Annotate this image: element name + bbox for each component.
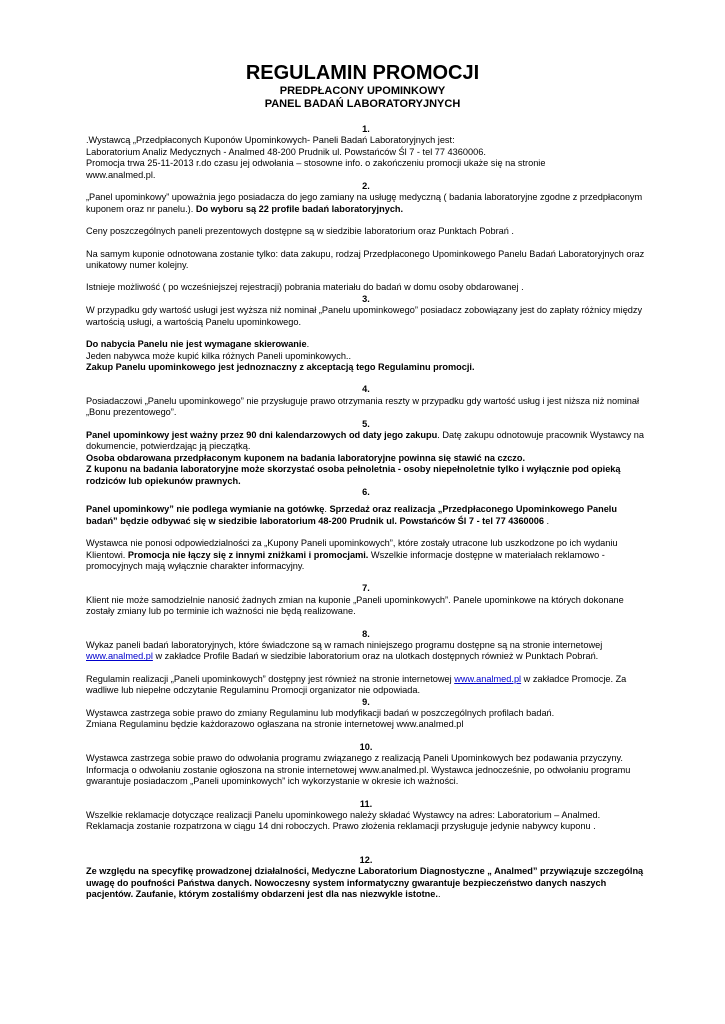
section-10-number: 10. [359,741,373,752]
section-2-paragraph-2: Ceny poszczególnych paneli prezentowych dostępne są w siedzibie laboratorium oraz Punktach Pobrań . [86,226,514,237]
section-7-number: 7. [362,583,370,594]
section-4-paragraph-1: Posiadaczowi „Panelu upominkowego” nie przysługuje prawo otrzymania reszty w przypadku gdy wartość usług i jest niższa niż nominał „Bonu prezentowego”. [86,395,640,418]
section-5-paragraph-1 [86,430,646,453]
section-5-bold-text: Panel upominkowy jest ważny przez 90 dni kalendarzowych od daty jego zakupu [86,429,438,440]
section-9-paragraph-1: Wystawca zastrzega sobie prawo do zmiany Regulaminu lub modyfikacji badań w poszczególnych profilach badań. [86,708,555,719]
section-5-number: 5. [362,418,370,429]
section-2-number: 2. [362,181,370,192]
section-3-paragraph-3: Jeden nabywca może kupić kilka różnych Paneli upominkowych.. [86,350,352,361]
section-8-paragraph-2 [86,674,646,697]
section-2-bold-text: Do wyboru są 22 profile badań laboratoryjnych. [195,203,404,214]
section-3-number: 3. [362,293,370,304]
section-1-line-4: www.analmed.pl. [86,169,156,180]
section-2-paragraph-3: Na samym kuponie odnotowana zostanie tylko: data zakupu, rodzaj Przedpłaconego Upominkowego Panelu Badań Laboratoryjnych oraz unikatowy numer kolejny. [86,248,645,271]
section-6-paragraph-1 [86,504,646,527]
section-6-text-3: Wystawca nie ponosi odpowiedzialności za „Kupony Paneli upominkowych”, które zostały utracone lub uszkodzone po ich wydaniu Klientowi. [86,538,618,560]
section-10-paragraph-1: Wystawca zastrzega sobie prawo do odwołania programu związanego z realizacją Paneli Upominkowych bez podawania przyczyny. Informacja o odwołaniu zostanie ogłoszona na stronie internetowej www.analmed.pl. Wystawca jednocześnie, po odwołaniu programu gwarantuje posiadaczom „Paneli upominkowych” ich wykorzystanie w okresie ich ważności. [86,753,631,787]
section-9-paragraph-2: Zmiana Regulaminu będzie każdorazowo ogłaszana na stronie internetowej www.analmed.pl [86,719,464,730]
section-12-number: 12. [359,854,373,865]
section-8-text-3: Regulamin realizacji „Paneli upominkowych” dostępny jest również na stronie internetowej [86,673,455,684]
section-4-number: 4. [362,384,370,395]
section-11-number: 11. [359,798,373,809]
document-subtitle-1: PREDPŁACONY UPOMINKOWY [279,85,446,97]
section-3-paragraph-4: Zakup Panelu upominkowego jest jednoznaczny z akceptacją tego Regulaminu promocji. [86,361,475,372]
document-subtitle-2: PANEL BADAŃ LABORATORYJNYCH [264,98,461,110]
section-8-number: 8. [362,628,370,639]
section-6-paragraph-2 [86,538,646,572]
section-6-text-4: Wszelkie informacje dostępne w materiałach reklamowo -promocyjnych mają wyłącznie charakter informacyjny. [86,549,605,571]
section-6-bold-text-2: Sprzedaż oraz realizacja „Przedpłaconego Upominkowego Panelu badań” będzie odbywać się w siedzibie laboratorium 48-200 Prudnik ul. Powstańców Śl 7 - tel 77 4360006 [86,504,617,526]
section-12-text: . [437,888,441,899]
section-3-paragraph-2 [86,339,646,350]
section-7-paragraph-1: Klient nie może samodzielnie nanosić żadnych zmian na kuponie „Paneli upominkowych”. Panele upominkowe na których dokonane zostały zmiany lub po terminie ich ważności nie będą realizowane. [86,594,624,617]
section-5-paragraph-2: Osoba obdarowana przedpłaconym kuponem na badania laboratoryjne powinna się stawić na czczo. [86,452,526,463]
regulations-body [86,124,646,900]
section-6-bold-text-3: Promocja nie łączy się z innymi zniżkami i promocjami. [127,549,369,560]
section-5-paragraph-3: Z kuponu na badania laboratoryjne może skorzystać osoba pełnoletnia - osoby niepełnoletnie tylko i wyłącznie pod opieką rodziców lub opiekunów prawnych. [86,464,621,486]
section-6-text-1: . [324,504,330,515]
document-title: REGULAMIN PROMOCJI [245,62,480,84]
section-12-bold-text: Ze względu na specyfikę prowadzonej działalności, Medyczne Laboratorium Diagnostyczne „ Analmed” przywiązuje szczególną uwagę do poufności Państwa danych. Nowoczesny system informatyczny gwarantuje bezpieczeństwo danych naszych pacjentów. Zaufanie, którym zostaliśmy obdarzeni jest dla nas niezwykle istotne. [86,866,644,899]
section-6-bold-text-1: Panel upominkowy” nie podlega wymianie na gotówkę [86,504,325,515]
section-3-bold-text: Do nabycia Panelu nie jest wymagane skierowanie [86,339,307,350]
section-12-paragraph-1 [86,866,646,900]
section-3-text: . [306,339,310,350]
section-9-number: 9. [362,696,370,707]
website-link-1[interactable]: www.analmed.pl [86,651,153,662]
section-8-text-1: Wykaz paneli badań laboratoryjnych, które świadczone są w ramach niniejszego programu dostępne są na stronie internetowej [86,640,603,651]
section-11-paragraph-1: Wszelkie reklamacje dotyczące realizacji Panelu upominkowego należy składać Wystawcy na adres: Laboratorium – Analmed. Reklamacja zostanie rozpatrzona w ciągu 14 dni roboczych. Prawo złożenia reklamacji przysługuje jedynie nabywcy kuponu . [86,809,601,832]
section-6-number: 6. [362,486,370,497]
section-3-paragraph-1: W przypadku gdy wartość usługi jest wyższa niż nominał „Panelu upominkowego” posiadacz zobowiązany jest do zapłaty różnicy między wartością usługi, a wartością Panelu upominkowego. [86,305,643,327]
section-1-line-2: Laboratorium Analiz Medycznych - Analmed 48-200 Prudnik ul. Powstańców Śl 7 - tel 77 4360006. [86,146,486,157]
website-link-2[interactable]: www.analmed.pl [454,673,522,684]
section-8-text-2: w zakładce Profile Badań w siedzibie laboratorium oraz na ulotkach dostępnych również w Punktach Pobrań. [152,651,599,662]
section-1-number: 1. [362,124,370,134]
section-6-text-2: . [544,515,550,526]
section-8-paragraph-1 [86,640,646,663]
section-8-text-4: w zakładce Promocje. Za wadliwe lub niepełne odczytanie Regulaminu Promocji organizator nie odpowiada. [86,673,627,696]
section-1-line-1: .Wystawcą „Przedpłaconych Kuponów Upominkowych- Paneli Badań Laboratoryjnych jest: [86,135,455,146]
section-2-text: „Panel upominkowy” upoważnia jego posiadacza do jego zamiany na usługę medyczną ( badania laboratoryjne zgodne z przedpłaconym kuponem oraz nr panelu.). [86,192,643,214]
section-1-line-3: Promocja trwa 25-11-2013 r.do czasu jej odwołania – stosowne info. o zakończeniu promocji ukaże się na stronie [86,158,546,169]
section-5-text: . Datę zakupu odnotowuje pracownik Wystawcy na dokumencie, potwierdzając ją pieczątką. [86,429,644,452]
section-2-paragraph-4: Istnieje możliwość ( po wcześniejszej rejestracji) pobrania materiału do badań w domu osoby obdarowanej . [86,282,524,293]
section-2-paragraph-1 [86,192,646,215]
